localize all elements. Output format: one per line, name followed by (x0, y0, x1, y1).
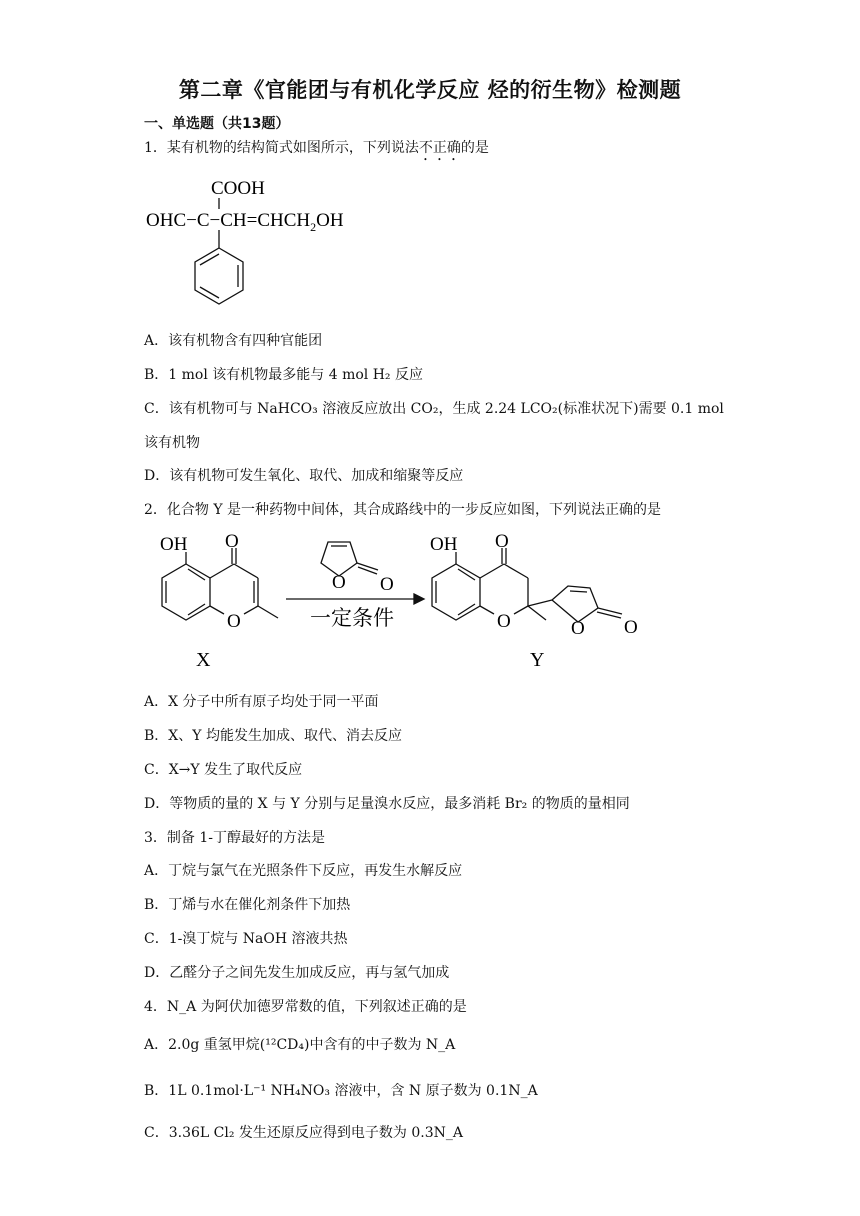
compound-y-label: Y (530, 649, 545, 671)
question-3-option-a: A．丁烷与氯气在光照条件下反应，再发生水解反应 (144, 863, 463, 879)
cooh-label: COOH (211, 178, 265, 199)
compound-x-label: X (196, 649, 211, 671)
question-1-stem-end: 的是 (460, 140, 489, 156)
question-3-option-b: B．丁烯与水在催化剂条件下加热 (144, 897, 351, 913)
question-2-option-d: D．等物质的量的 X 与 Y 分别与足量溴水反应，最多消耗 Br₂ 的物质的量相同 (144, 796, 630, 812)
chain-left-label: $OHC-C-CH=CHCH_2OH$ (146, 210, 344, 234)
reagent-keto-oxygen-label: O (380, 574, 394, 595)
question-2-option-a: A．X 分子中所有原子均处于同一平面 (144, 694, 379, 710)
benzene-ring (195, 248, 243, 304)
x-hydroxyl-label: OH (160, 534, 188, 555)
y-lactone-ring-oxygen-label: O (571, 618, 585, 639)
question-4-option-a: A．2.0g 重氢甲烷(¹²CD₄)中含有的中子数为 N_A (144, 1037, 456, 1053)
question-1-emphasis: 不正确 (418, 140, 461, 156)
question-4-option-b: B．1L 0.1mol·L⁻¹ NH₄NO₃ 溶液中，含 N 原子数为 0.1N_A (144, 1083, 538, 1099)
question-3-stem: 3．制备 1-丁醇最好的方法是 (144, 830, 325, 846)
y-hydroxyl-label: OH (430, 534, 458, 555)
section-heading: 一、单选题（共13题） (144, 116, 290, 132)
question-2-option-b: B．X、Y 均能发生加成、取代、消去反应 (144, 728, 402, 744)
question-2-stem: 2．化合物 Y 是一种药物中间体，其合成路线中的一步反应如图，下列说法正确的是 (144, 502, 662, 518)
question-1-option-b: B．1 mol 该有机物最多能与 4 mol H₂ 反应 (144, 367, 423, 383)
reagent-ring-oxygen-label: O (332, 572, 346, 593)
question-1-option-a: A．该有机物含有四种官能团 (144, 333, 323, 349)
y-lactone-keto-oxygen-label: O (624, 617, 638, 638)
y-ring-oxygen-label: O (497, 611, 511, 632)
question-2-option-c: C．X→Y 发生了取代反应 (144, 762, 303, 778)
question-4-option-c: C．3.36L Cl₂ 发生还原反应得到电子数为 0.3N_A (144, 1125, 463, 1141)
x-keto-oxygen-label: O (225, 531, 239, 552)
question-2-reaction-scheme (138, 530, 668, 672)
question-1-structure (140, 172, 400, 317)
x-ring-oxygen-label: O (227, 611, 241, 632)
y-keto-oxygen-label: O (495, 531, 509, 552)
question-3-option-d: D．乙醛分子之间先发生加成反应，再与氢气加成 (144, 965, 450, 981)
question-4-stem: 4．N_A 为阿伏加德罗常数的值，下列叙述正确的是 (144, 999, 467, 1015)
reaction-condition-label: 一定条件 (310, 606, 394, 630)
question-1-option-d: D．该有机物可发生氧化、取代、加成和缩聚等反应 (144, 468, 464, 484)
question-1-stem (144, 139, 489, 164)
question-1-option-c-continued: 该有机物 (144, 435, 200, 451)
question-3-option-c: C．1-溴丁烷与 NaOH 溶液共热 (144, 931, 348, 947)
question-1-option-c: C．该有机物可与 NaHCO₃ 溶液反应放出 CO₂，生成 2.24 LCO₂(标准状况下)需要 0.1 mol (144, 401, 724, 417)
question-1-stem-text: 1．某有机物的结构简式如图所示，下列说法 (144, 140, 419, 156)
page-title: 第二章《官能团与有机化学反应 烃的衍生物》检测题 (178, 78, 682, 102)
